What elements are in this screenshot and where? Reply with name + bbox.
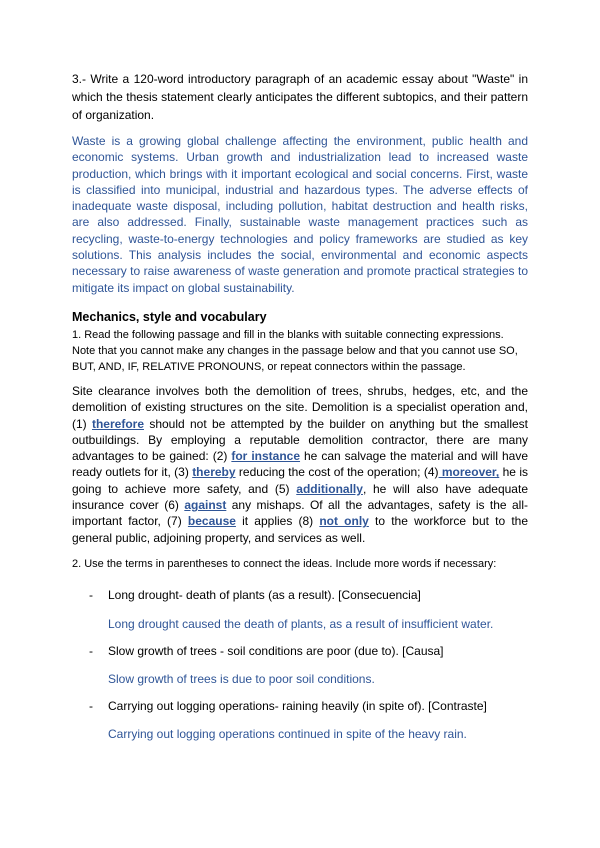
question-3-prompt: 3.- Write a 120-word introductory paragraph of an academic essay about "Waste" in which the thesis statement clearly anticipates the different subtopics, and their pattern of organization.	[72, 72, 528, 122]
instruction-2: 2. Use the terms in parentheses to connect the ideas. Include more words if necessary:	[72, 557, 497, 570]
document-page	[72, 70, 528, 742]
item-1-answer: Long drought caused the death of plants, as a result of insufficient water.	[108, 616, 494, 631]
item-prompt-text: Long drought- death of plants (as a result). [Consecuencia]	[108, 587, 421, 602]
blank-1: therefore	[91, 416, 144, 431]
section-heading: Mechanics, style and vocabulary	[72, 309, 267, 324]
question-3-answer: Waste is a growing global challenge affecting the environment, public health and economic systems. Urban growth and industrialization lead to increased waste production, which brings with it important ecological and social concerns. First, waste is classified into municipal, industrial and hazardous types. The adverse effects of inadequate waste disposal, including pollution, habitat destruction and health risks, are also addressed. Finally, sustainable waste management practices such as recycling, waste-to-energy technologies and policy frameworks are studied as key solutions. This analysis includes the social, environmental and economic aspects necessary to raise awareness of waste generation and promote practical strategies to mitigate its impact on global sustainability.	[72, 134, 528, 295]
blank-3: thereby	[192, 465, 236, 480]
blank-7: because	[187, 514, 236, 529]
item-2-prompt	[72, 643, 528, 659]
instruction-1: 1. Read the following passage and fill in the blanks with suitable connecting expressions. Note that you cannot make any changes in the passage below and that you cannot use SO, BUT, AND, IF, RELATIVE PRONOUNS, or repeat connectors within the passage.	[72, 328, 518, 373]
blank-5: additionally	[296, 481, 363, 496]
list-item	[72, 587, 528, 632]
blank-6: against	[184, 498, 227, 513]
dash-marker: -	[89, 698, 93, 713]
passage-text: Site clearance involves both the demolition of trees, shrubs, hedges, etc, and the demolition of existing structures on the site. Demolition is a specialist operation and, (1)	[72, 383, 528, 431]
passage-text: reducing the cost of the operation; (4)	[235, 465, 439, 480]
passage	[72, 383, 528, 546]
blank-8: not only	[319, 514, 369, 529]
dash-marker: -	[89, 587, 93, 602]
list-item	[72, 698, 528, 742]
blank-4: moreover,	[438, 465, 500, 480]
blank-2: for instance	[231, 449, 301, 464]
item-2-answer: Slow growth of trees is due to poor soil conditions.	[108, 671, 375, 686]
item-prompt-text: Slow growth of trees - soil conditions are poor (due to). [Causa]	[108, 643, 444, 658]
passage-text: it applies (8)	[235, 514, 320, 529]
passage-text: he is going to achieve more safety, and (5)	[72, 465, 529, 496]
item-prompt-text: Carrying out logging operations- raining heavily (in spite of). [Contraste]	[108, 698, 487, 713]
list-item	[72, 643, 528, 687]
item-1-prompt	[72, 587, 528, 603]
item-3-answer: Carrying out logging operations continued in spite of the heavy rain.	[108, 726, 467, 741]
passage-text: he can salvage the material and will have ready outlets for it, (3)	[72, 449, 529, 480]
item-3-prompt	[72, 698, 528, 714]
passage-text: to the workforce but to the general public, adjoining property, and services as well.	[72, 514, 528, 545]
passage-text: , he will also have adequate insurance cover (6)	[72, 481, 528, 513]
dash-marker: -	[89, 643, 93, 658]
passage-text: should not be attempted by the builder on anything but the smallest outbuildings. By employing a reputable demolition contractor, there are many advantages to be gained: (2)	[72, 416, 529, 464]
passage-text: any mishaps. Of all the advantages, safety is the all-important factor, (7)	[72, 498, 529, 529]
